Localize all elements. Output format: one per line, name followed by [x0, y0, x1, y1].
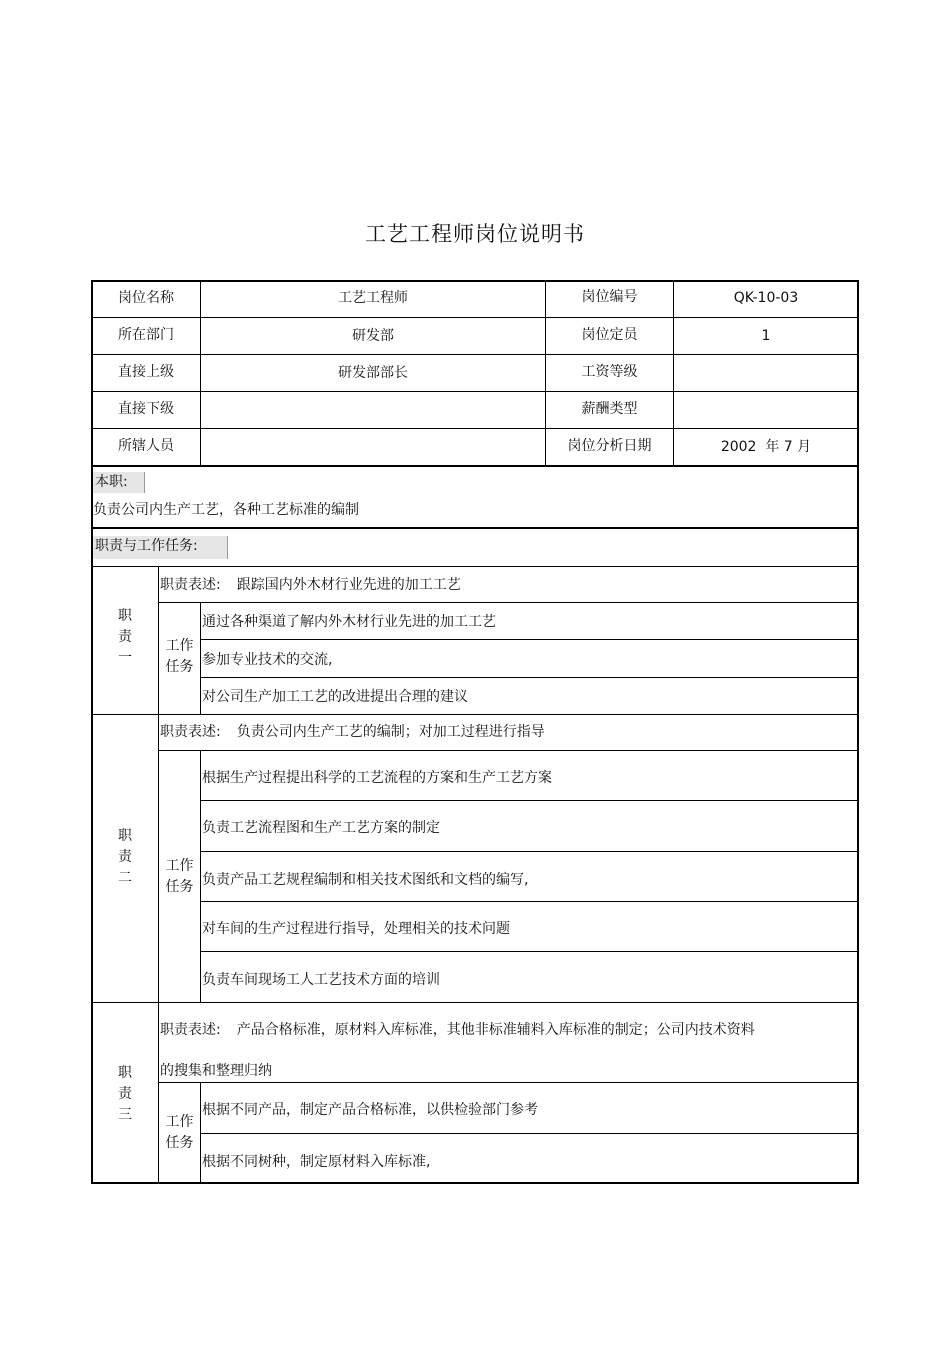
- row-divider: [91, 428, 859, 429]
- task-label-divider: [200, 602, 201, 714]
- label-salary-grade: 工资等级: [581, 364, 638, 380]
- task-label-divider: [200, 750, 201, 1002]
- task-divider: [200, 951, 859, 952]
- value-analysis-date: 2002 年 7 月: [720, 439, 812, 455]
- label-analysis-date: 岗位分析日期: [567, 438, 652, 454]
- duty-1-statement: 职责表述: 跟踪国内外木材行业先进的加工工艺: [160, 577, 461, 593]
- duty-1-task-label: 工作 任务: [165, 638, 194, 675]
- duty-3-label: 职 责 三: [118, 1065, 132, 1123]
- label-position-code: 岗位编号: [581, 289, 638, 305]
- value-position-code: QK-10-03: [733, 290, 799, 306]
- duty-2-task-5: 负责车间现场工人工艺技术方面的培训: [202, 972, 440, 988]
- row-divider: [91, 354, 859, 355]
- duty-3-task-1: 根据不同产品，制定产品合格标准，以供检验部门参考: [202, 1102, 538, 1118]
- duties-header-divider: [91, 566, 859, 567]
- task-divider: [200, 1133, 859, 1134]
- duty-2-task-1: 根据生产过程提出科学的工艺流程的方案和生产工艺方案: [202, 770, 552, 786]
- document-title: 工艺工程师岗位说明书: [365, 222, 585, 246]
- task-divider: [200, 901, 859, 902]
- label-position-name: 岗位名称: [118, 290, 174, 306]
- row-divider: [91, 317, 859, 318]
- task-divider: [200, 851, 859, 852]
- label-department: 所在部门: [118, 327, 174, 343]
- duty-3-statement-continued: 的搜集和整理归纳: [160, 1063, 272, 1079]
- duty-3-statement-divider: [158, 1082, 859, 1083]
- duty-1-task-1: 通过各种渠道了解内外木材行业先进的加工工艺: [202, 614, 496, 630]
- value-supervisor: 研发部部长: [338, 365, 408, 381]
- label-headcount: 岗位定员: [581, 327, 638, 343]
- value-department: 研发部: [352, 328, 394, 344]
- label-subordinate: 直接下级: [118, 401, 174, 417]
- duty-2-task-2: 负责工艺流程图和生产工艺方案的制定: [202, 820, 440, 836]
- duty-2-label: 职 责 二: [118, 828, 132, 886]
- duty-3-task-2: 根据不同树种，制定原材料入库标准,: [202, 1154, 431, 1170]
- duty-1-task-2: 参加专业技术的交流,: [202, 652, 333, 668]
- duty-block-divider: [91, 1002, 859, 1003]
- duty-3-statement: 职责表述: 产品合格标准，原材料入库标准，其他非标准辅料入库标准的制定；公司内技术资料: [160, 1022, 755, 1038]
- task-divider: [200, 800, 859, 801]
- basic-duty-label: 本职:: [93, 472, 145, 493]
- duty-1-label: 职 责 一: [118, 608, 132, 666]
- label-supervisor: 直接上级: [118, 364, 174, 380]
- value-headcount: 1: [761, 328, 771, 344]
- value-position-name: 工艺工程师: [338, 290, 408, 306]
- basic-duty-text: 负责公司内生产工艺，各种工艺标准的编制: [93, 502, 359, 518]
- duty-block-divider: [91, 714, 859, 715]
- duty-1-task-3: 对公司生产加工工艺的改进提出合理的建议: [202, 689, 468, 705]
- duty-2-statement: 职责表述: 负责公司内生产工艺的编制；对加工过程进行指导: [160, 724, 545, 740]
- basic-duty-section: [91, 465, 859, 529]
- label-pay-type: 薪酬类型: [581, 401, 638, 417]
- duty-2-task-4: 对车间的生产过程进行指导，处理相关的技术问题: [202, 921, 510, 937]
- duty-3-task-label: 工作 任务: [165, 1114, 194, 1151]
- label-staff: 所辖人员: [118, 438, 174, 454]
- row-divider: [91, 391, 859, 392]
- task-divider: [200, 639, 859, 640]
- task-divider: [200, 677, 859, 678]
- duty-1-statement-divider: [158, 602, 859, 603]
- duty-2-task-3: 负责产品工艺规程编制和相关技术图纸和文档的编写,: [202, 872, 529, 888]
- duty-2-statement-divider: [158, 750, 859, 751]
- duty-2-task-label: 工作 任务: [165, 858, 194, 895]
- duties-header: 职责与工作任务:: [93, 536, 228, 559]
